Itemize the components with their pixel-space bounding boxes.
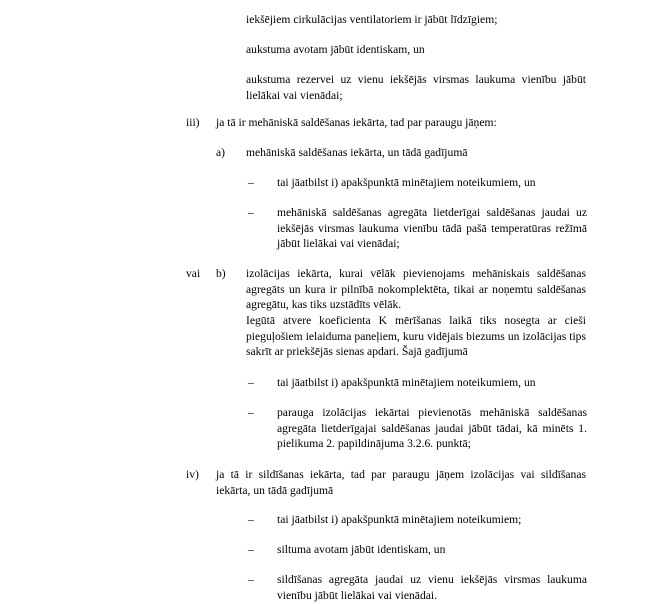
bullet-iv-2: siltuma avotam jābūt identiskam, un	[277, 543, 446, 556]
dash-iv-2: –	[248, 543, 254, 556]
top-item-1: iekšējiem cirkulācijas ventilatoriem ir jābūt līdzīgiem;	[246, 13, 498, 26]
item-iii-text: ja tā ir mehāniskā saldēšanas iekārta, tad par paraugu jāņem:	[216, 116, 497, 129]
top-item-2: aukstuma avotam jābūt identiskam, un	[246, 43, 425, 56]
item-iv-text: ja tā ir sildīšanas iekārta, tad par paraugu jāņem izolācijas vai sildīšanas iekārta, un tādā gadījumā	[216, 468, 586, 497]
top-item-3: aukstuma rezervei uz vienu iekšējās virsmas laukuma vienību jābūt lielākai vai vienādai;	[246, 73, 586, 102]
item-b-marker: b)	[216, 267, 226, 280]
dash-iv-1: –	[248, 513, 254, 526]
bullet-b-1: tai jāatbilst i) apakšpunktā minētajiem noteikumiem, un	[277, 376, 536, 389]
bullet-b-2: parauga izolācijas iekārtai pievienotās mehāniskā saldēšanas agregāta lietderīgajai saldēšanas jaudai jābūt tādai, kā minēts 1. pielikuma 2. papildinājuma 3.2.6. punktā;	[277, 406, 587, 450]
item-b-text: izolācijas iekārta, kurai vēlāk pievienojams mehāniskais saldēšanas agregāts un kura ir pilnībā nokomplektēta, tikai ar noņemtu saldēšanas agregātu, kas tiks uzstādīts vēlāk.	[246, 267, 586, 311]
bullet-a-2: mehāniskā saldēšanas agregāta lietderīgai saldēšanas jaudai uz iekšējās virsmas laukuma vienību tādā pašā temperatūras režīmā jābūt lielākai vai vienādai;	[277, 206, 587, 250]
dash-b-2: –	[248, 406, 254, 419]
item-iv-marker: iv)	[186, 468, 199, 481]
item-a-marker: a)	[216, 146, 226, 159]
bullet-iv-1: tai jāatbilst i) apakšpunktā minētajiem noteikumiem;	[277, 513, 522, 526]
dash-a-1: –	[248, 176, 254, 189]
vai-connector: vai	[186, 267, 201, 280]
dash-a-2: –	[248, 206, 254, 219]
item-iii-marker: iii)	[186, 116, 200, 129]
bullet-iv-3: sildīšanas agregāta jaudai uz vienu iekšējās virsmas laukuma vienību jābūt lielākai vai vienādai.	[277, 573, 587, 602]
bullet-a-1: tai jāatbilst i) apakšpunktā minētajiem noteikumiem, un	[277, 176, 536, 189]
dash-iv-3: –	[248, 573, 254, 586]
dash-b-1: –	[248, 376, 254, 389]
item-a-text: mehāniskā saldēšanas iekārta, un tādā gadījumā	[246, 146, 468, 159]
item-b-text-2: Iegūtā atvere koeficienta K mērīšanas laikā tiks nosegta ar cieši pieguļošiem ielaiduma paneļiem, kuru vidējais biezums un izolācijas tips sakrīt ar priekšējās sienas apdari. Šajā gadījumā	[246, 314, 586, 358]
